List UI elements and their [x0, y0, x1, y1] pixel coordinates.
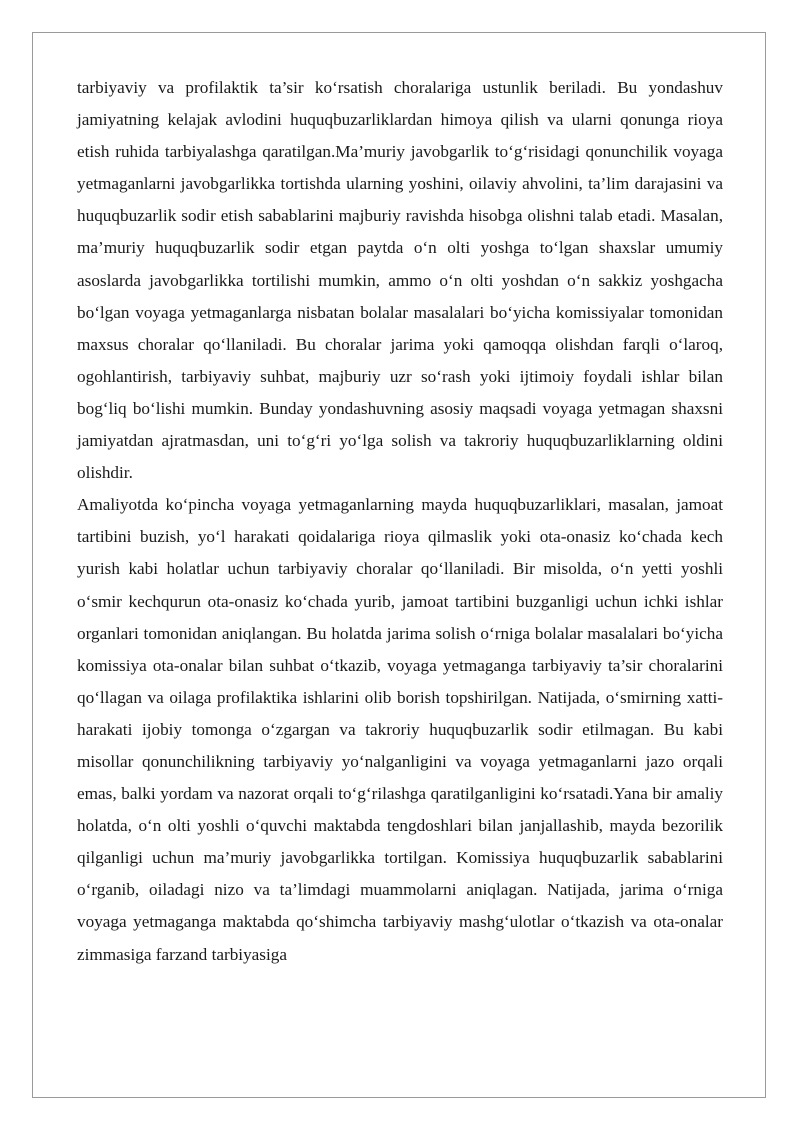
paragraph-1: tarbiyaviy va profilaktik ta’sir ko‘rsatish choralariga ustunlik beriladi. Bu yondashuv jamiyatning kelajak avlodini huquqbuzarliklardan himoya qilish va ularni qonunga rioya etish ruhida tarbiyalashga qaratilgan.Ma’muriy javobgarlik to‘g‘risidagi qonunchilik voyaga yetmaganlarni javobgarlikka tortishda ularning yoshini, oilaviy ahvolini, ta’lim darajasini va huquqbuzarlik sodir etish sabablarini majburiy ravishda hisobga olishni talab etadi. Masalan, ma’muriy huquqbuzarlik sodir etgan paytda o‘n olti yoshga to‘lgan shaxslar umumiy asoslarda javobgarlikka tortilishi mumkin, ammo o‘n olti yoshdan o‘n sakkiz yoshgacha bo‘lgan voyaga yetmaganlarga nisbatan bolalar masalalari bo‘yicha komissiyalar tomonidan maxsus choralar qo‘llaniladi. Bu choralar jarima yoki qamoqqa olishdan farqli o‘laroq, ogohlantirish, tarbiyaviy suhbat, majburiy uzr so‘rash yoki ijtimoiy foydali ishlar bilan bog‘liq bo‘lishi mumkin. Bunday yondashuvning asosiy maqsadi voyaga yetmagan shaxsni jamiyatdan ajratmasdan, uni to‘g‘ri yo‘lga solish va takroriy huquqbuzarliklarning oldini olishdir.	[77, 78, 723, 483]
document-body	[77, 72, 723, 971]
paragraph-2: Amaliyotda ko‘pincha voyaga yetmaganlarning mayda huquqbuzarliklari, masalan, jamoat tartibini buzish, yo‘l harakati qoidalariga rioya qilmaslik yoki ota-onasiz ko‘chada kech yurish kabi holatlar uchun tarbiyaviy choralar qo‘llaniladi. Bir misolda, o‘n yetti yoshli o‘smir kechqurun ota-onasiz ko‘chada yurib, jamoat tartibini buzganligi uchun ichki ishlar organlari tomonidan aniqlangan. Bu holatda jarima solish o‘rniga bolalar masalalari bo‘yicha komissiya ota-onalar bilan suhbat o‘tkazib, voyaga yetmaganga tarbiyaviy ta’sir choralarini qo‘llagan va oilaga profilaktika ishlarini olib borish topshirilgan. Natijada, o‘smirning xatti-harakati ijobiy tomonga o‘zgargan va takroriy huquqbuzarlik sodir etilmagan. Bu kabi misollar qonunchilikning tarbiyaviy yo‘nalganligini va voyaga yetmaganlarni jazo orqali emas, balki yordam va nazorat orqali to‘g‘rilashga qaratilganligini ko‘rsatadi.Yana bir amaliy holatda, o‘n olti yoshli o‘quvchi maktabda tengdoshlari bilan janjallashib, mayda bezorilik qilganligi uchun ma’muriy javobgarlikka tortilgan. Komissiya huquqbuzarlik sabablarini o‘rganib, oiladagi nizo va ta’limdagi muammolarni aniqlagan. Natijada, jarima o‘rniga voyaga yetmaganga maktabda qo‘shimcha tarbiyaviy mashg‘ulotlar o‘tkazish va ota-onalar zimmasiga farzand tarbiyasiga	[77, 495, 723, 964]
